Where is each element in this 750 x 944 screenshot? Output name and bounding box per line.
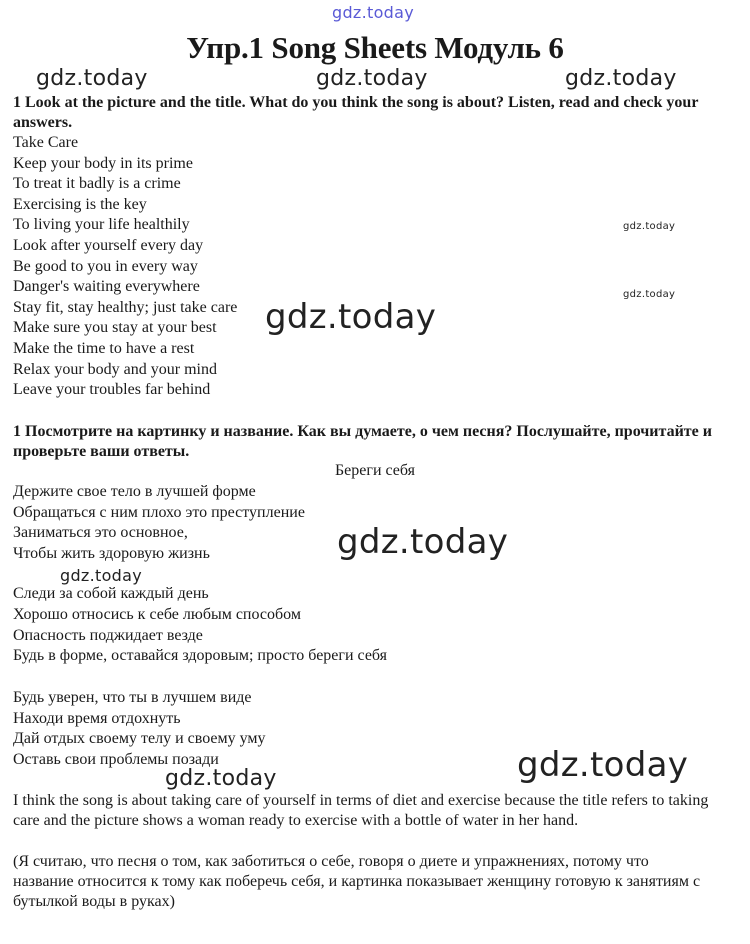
watermark: gdz.today: [165, 766, 277, 791]
watermark: gdz.today: [623, 221, 676, 232]
song-line: Оставь свои проблемы позади: [13, 750, 219, 768]
song-line: Заниматься это основное,: [13, 524, 188, 542]
song-line: Relax your body and your mind: [13, 360, 217, 378]
song-line: Следи за собой каждый день: [13, 585, 209, 603]
song-line: Be good to you in every way: [13, 257, 198, 275]
song-line: Чтобы жить здоровую жизнь: [13, 544, 210, 562]
song-line: Take Care: [13, 134, 79, 151]
watermark: gdz.today: [337, 522, 509, 562]
watermark: gdz.today: [316, 66, 428, 91]
watermark: gdz.today: [517, 745, 689, 785]
song-line: To living your life healthily: [13, 216, 190, 234]
song-line: Дай отдых своему телу и своему уму: [13, 730, 266, 748]
russian-stanza-2: [13, 688, 266, 770]
song-line: Danger's waiting everywhere: [13, 278, 200, 296]
watermark: gdz.today: [623, 289, 676, 300]
page-title: Упр.1 Song Sheets Модуль 6: [186, 30, 564, 65]
song-line: Опасность поджидает везде: [13, 626, 203, 644]
english-task-heading: 1 Look at the picture and the title. What do you think the song is about? Listen, read and check your answers.: [13, 94, 699, 131]
song-line: Exercising is the key: [13, 195, 147, 213]
english-song-lines: [13, 133, 237, 401]
song-line: Look after yourself every day: [13, 236, 204, 254]
song-line: Stay fit, stay healthy; just take care: [13, 298, 238, 316]
song-line: To treat it badly is a crime: [13, 175, 181, 193]
song-line: Будь уверен, что ты в лучшем виде: [13, 689, 252, 706]
song-line: Обращаться с ним плохо это преступление: [13, 503, 305, 521]
song-line: Находи время отдохнуть: [13, 709, 181, 727]
russian-song-title: Береги себя: [334, 462, 415, 479]
song-line: Leave your troubles far behind: [13, 381, 211, 399]
russian-task-heading: 1 Посмотрите на картинку и название. Как вы думаете, о чем песня? Послушайте, прочитайте и проверьте ваши ответы.: [13, 423, 712, 460]
song-line: Хорошо относись к себе любым способом: [13, 605, 301, 623]
watermark: gdz.today: [60, 566, 142, 585]
answer-russian: (Я считаю, что песня о том, как заботиться о себе, говоря о диете и упражнениях, потому что название относится к тому как поберечь себя, и картинка показывает женщину готовую к занятиям с бутылкой воды в руках): [13, 853, 701, 911]
song-line: Keep your body in its prime: [13, 154, 193, 172]
song-line: Будь в форме, оставайся здоровым; просто береги себя: [13, 647, 388, 665]
watermark: gdz.today: [565, 66, 677, 91]
song-line: Держите свое тело в лучшей форме: [13, 483, 256, 500]
watermark: gdz.today: [265, 297, 437, 337]
song-line: Make sure you stay at your best: [13, 319, 217, 337]
song-line: Make the time to have a rest: [13, 339, 195, 357]
answer-english: I think the song is about taking care of yourself in terms of diet and exercise because the title refers to taking care and the picture shows a woman ready to exercise with a bottle of water in her hand.: [13, 792, 709, 830]
watermark-top-link[interactable]: gdz.today: [332, 3, 414, 22]
watermark: gdz.today: [36, 66, 148, 91]
